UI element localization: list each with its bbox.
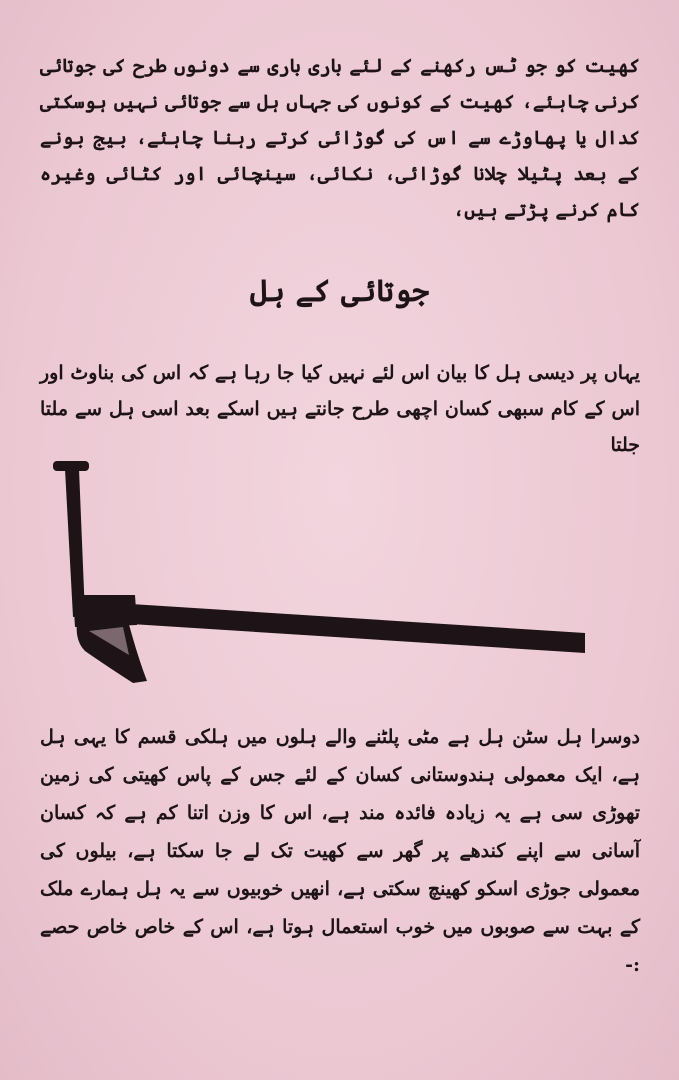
plough-illustration [45,455,590,690]
section-heading: جوتائی کے ہل [249,274,430,309]
paragraph-desi-plough: یہاں پر دیسی ہل کا بیان اس لئے نہیں کیا جا رہا ہے کہ اس کی بناوٹ اور اس کے کام سبھی کسان اچھی طرح جانتے ہیں اسکے بعد اسی ہل سے ملتا جلتا [40,362,640,456]
paragraph-sutton-plough: دوسرا ہل سٹن ہل ہے مٹی پلٹنے والے ہلوں میں ہلکی قسم کا یہی ہل ہے، ایک معمولی ہندوستانی کسان کے لئے جس کے پاس کھیتی کی زمین تھوڑی سی ہے یہ زیادہ فائدہ مند ہے، اس کا وزن اتنا کم ہے کہ کسان آسانی سے اپنے کندھے پر گھر سے کھیت تک لے جا سکتا ہے، بیلوں کی معمولی جوڑی اسکو کھینچ سکتی ہے، انھیں خوبیوں سے یہ ہل ہمارے ملک کے بہت سے صوبوں میں خوب استعمال ہوتا ہے، اس کے خاص خاص حصے :- [40,726,640,976]
paragraph-intro: کھیت کو جو ٹس رکھنے کے لئے باری باری سے دونوں طرح کی جوتائی کرنی چاہئے، کھیت کے کونوں کی جہاں ہل سے جوتائی نہیں ہوسکتی کدال یا پھاوڑے سے اس کی گوڑائی کرتے رہنا چاہئے، بیج بونے کے بعد پٹیلا چلانا گوڑائی، نکائی، سینچائی اور کٹائی وغیرہ کام کرنے پڑتے ہیں، [40,55,640,221]
